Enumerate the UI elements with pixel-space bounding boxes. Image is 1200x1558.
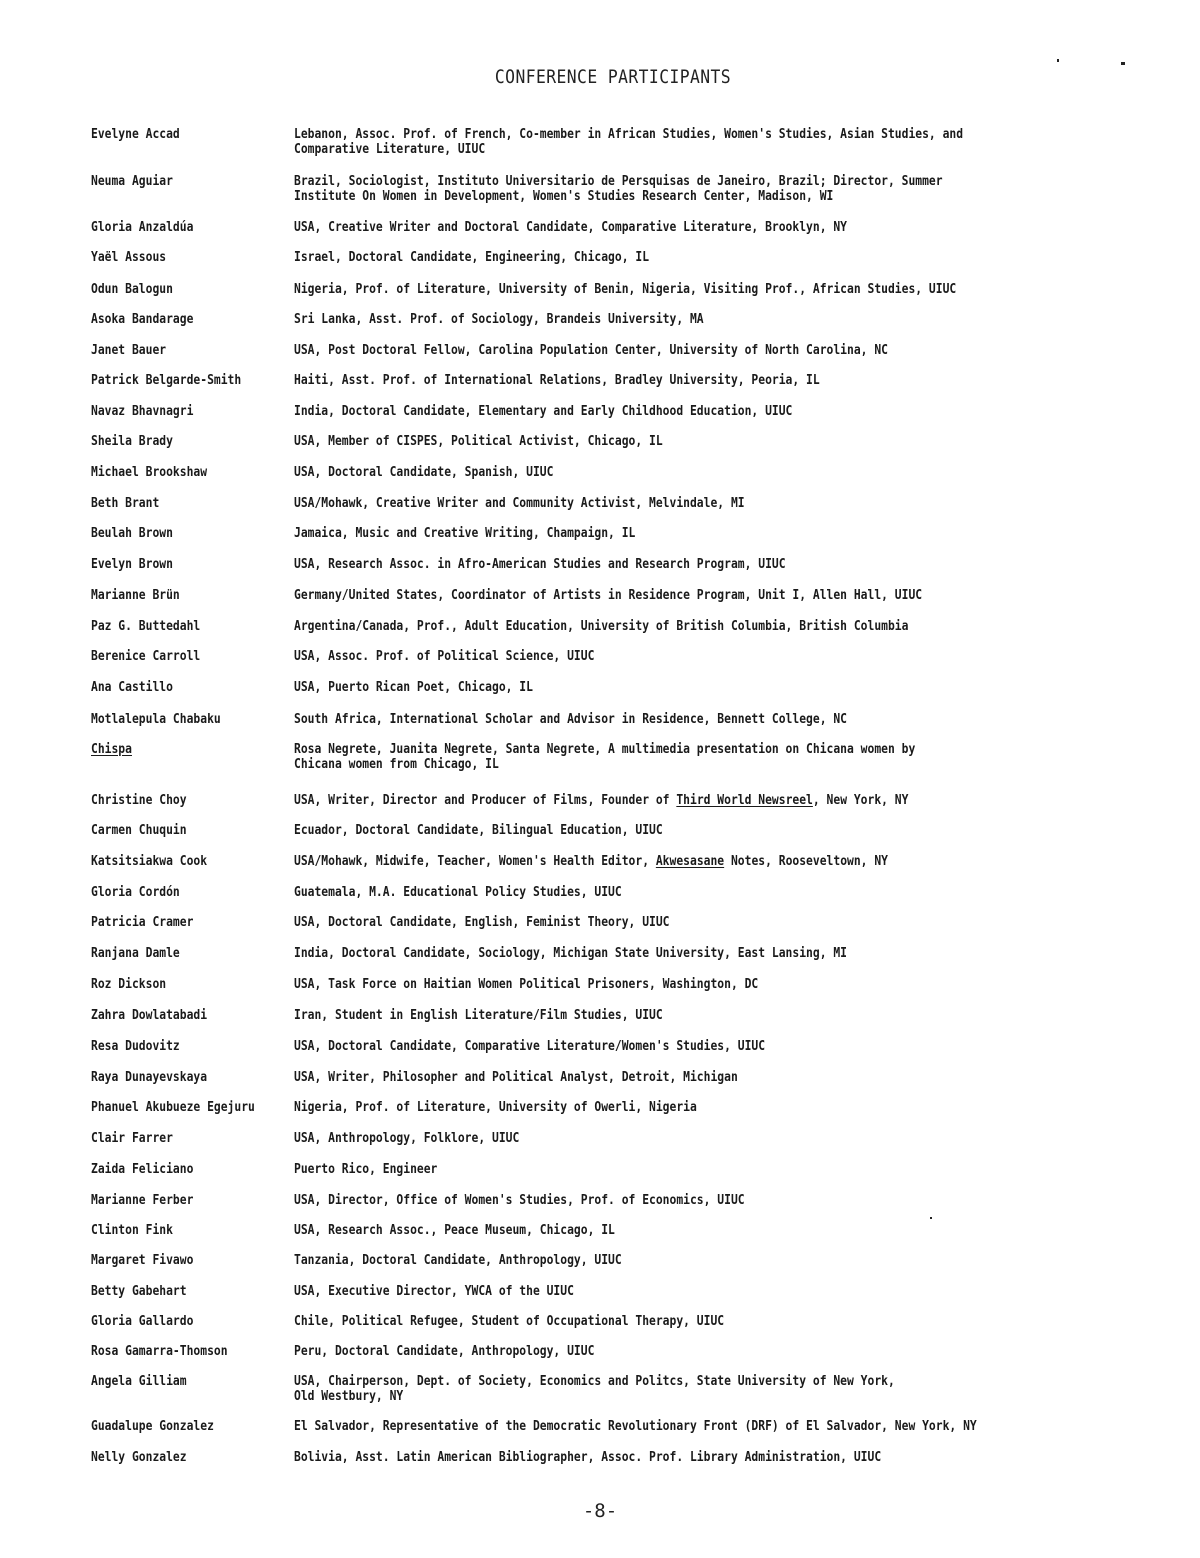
participant-row: [91, 126, 1091, 157]
participant-name: Evelyne Accad: [91, 126, 180, 142]
description-line: USA, Doctoral Candidate, Spanish, UIUC: [294, 464, 554, 480]
description-line: Haiti, Asst. Prof. of International Relations, Bradley University, Peoria, IL: [294, 372, 820, 388]
description-line: USA, Post Doctoral Fellow, Carolina Population Center, University of North Carolina, NC: [294, 342, 888, 358]
participant-name: Nelly Gonzalez: [91, 1449, 187, 1465]
participant-name: Janet Bauer: [91, 342, 167, 358]
participant-name: Odun Balogun: [91, 281, 173, 297]
participant-row: [91, 854, 1091, 869]
description-line: USA, Member of CISPES, Political Activist, Chicago, IL: [294, 433, 663, 449]
description-line: [294, 793, 908, 808]
participant-name: Patricia Cramer: [91, 914, 194, 930]
participant-row: [91, 282, 1091, 297]
participant-description: [294, 127, 1091, 157]
participant-description: [294, 915, 741, 930]
participant-description: [294, 885, 684, 900]
participant-name: Clair Farrer: [91, 1130, 173, 1146]
underlined-title: Third World Newsreel: [676, 792, 813, 808]
participant-description: [294, 680, 578, 695]
description-line: Comparative Literature, UIUC: [294, 141, 486, 157]
participant-row: [91, 1070, 1091, 1085]
participant-row: [91, 434, 1091, 449]
participant-row: [91, 1344, 1091, 1359]
description-line: Brazil, Sociologist, Instituto Universitario de Persquisas de Janeiro, Brazil; Director, Summer: [294, 173, 943, 189]
participant-description: [294, 465, 603, 480]
description-line: USA, Puerto Rican Poet, Chicago, IL: [294, 679, 533, 695]
participant-row: [91, 1450, 1091, 1465]
participant-name: Phanuel Akubueze Egejuru: [91, 1099, 255, 1115]
participant-row: [91, 173, 1091, 204]
participant-name: Zaida Feliciano: [91, 1161, 194, 1177]
participant-name: Clinton Fink: [91, 1222, 173, 1238]
participant-description: [294, 946, 952, 961]
description-line: Nigeria, Prof. of Literature, University of Owerli, Nigeria: [294, 1099, 697, 1115]
participant-description: [294, 373, 920, 388]
description-line: Chicana women from Chicago, IL: [294, 756, 499, 772]
participant-row: [91, 373, 1091, 388]
description-line: Peru, Doctoral Candidate, Anthropology, UIUC: [294, 1343, 595, 1359]
description-line: Puerto Rico, Engineer: [294, 1161, 438, 1177]
participant-name: Zahra Dowlatabadi: [91, 1007, 208, 1023]
participant-description: [294, 1374, 1009, 1404]
participant-name: Christine Choy: [91, 792, 187, 808]
description-line: Germany/United States, Coordinator of Artists in Residence Program, Unit I, Allen Hall, UIUC: [294, 587, 923, 603]
participant-row: [91, 526, 1091, 541]
participant-row: [91, 741, 1091, 772]
page-number: -8-: [582, 1500, 618, 1522]
participant-row: [91, 557, 1091, 572]
participant-name: Beth Brant: [91, 495, 160, 511]
participant-row: [91, 343, 1091, 358]
description-line: USA, Chairperson, Dept. of Society, Economics and Politcs, State University of New York,: [294, 1373, 895, 1389]
description-segment: USA, Writer, Director and Producer of Films, Founder of: [294, 792, 677, 808]
participant-description: [294, 174, 1066, 204]
description-line: USA, Doctoral Candidate, English, Feminist Theory, UIUC: [294, 914, 670, 930]
description-segment: , New York, NY: [812, 792, 909, 808]
participant-row: [91, 1284, 1091, 1299]
participant-row: [91, 712, 1091, 727]
participant-description: [294, 1314, 806, 1329]
participant-row: [91, 977, 1091, 992]
description-line: USA, Creative Writer and Doctoral Candidate, Comparative Literature, Brooklyn, NY: [294, 219, 848, 235]
participant-name: Raya Dunayevskaya: [91, 1069, 208, 1085]
participant-row: [91, 885, 1091, 900]
participant-name: Ranjana Damle: [91, 945, 180, 961]
description-segment: USA/Mohawk, Midwife, Teacher, Women's Health Editor,: [294, 853, 656, 869]
description-line: USA, Doctoral Candidate, Comparative Literature/Women's Studies, UIUC: [294, 1038, 766, 1054]
participant-row: [91, 1039, 1091, 1054]
description-line: USA/Mohawk, Creative Writer and Community Activist, Melvindale, MI: [294, 495, 745, 511]
description-line: USA, Writer, Philosopher and Political Analyst, Detroit, Michigan: [294, 1069, 738, 1085]
participant-name: Patrick Belgarde-Smith: [91, 372, 242, 388]
participant-description: [294, 1344, 652, 1359]
description-line: South Africa, International Scholar and Advisor in Residence, Bennett College, NC: [294, 711, 848, 727]
description-line: Tanzania, Doctoral Candidate, Anthropology, UIUC: [294, 1252, 622, 1268]
participant-description: [294, 1162, 465, 1177]
participant-name: Katsitsiakwa Cook: [91, 853, 208, 869]
description-line: USA, Director, Office of Women's Studies, Prof. of Economics, UIUC: [294, 1192, 745, 1208]
participant-name: Sheila Brady: [91, 433, 173, 449]
participant-row: [91, 680, 1091, 695]
participant-row: [91, 250, 1091, 265]
participant-description: [294, 793, 1026, 808]
participant-description: [294, 854, 1001, 869]
participant-description: [294, 250, 717, 265]
scan-speck: [930, 1217, 932, 1219]
participant-row: [91, 915, 1091, 930]
description-line: India, Doctoral Candidate, Sociology, Michigan State University, East Lansing, MI: [294, 945, 848, 961]
description-line: El Salvador, Representative of the Democratic Revolutionary Front (DRF) of El Salvador, New York, NY: [294, 1418, 977, 1434]
participant-description: [294, 1100, 774, 1115]
participant-name: Carmen Chuquin: [91, 822, 187, 838]
participant-row: [91, 649, 1091, 664]
participant-row: [91, 1419, 1091, 1434]
participant-description: [294, 588, 1042, 603]
description-line: India, Doctoral Candidate, Elementary and Early Childhood Education, UIUC: [294, 403, 793, 419]
participant-description: [294, 1070, 822, 1085]
participant-description: [294, 557, 879, 572]
description-line: Rosa Negrete, Juanita Negrete, Santa Negrete, A multimedia presentation on Chicana women by: [294, 741, 916, 757]
participant-name: Yaël Assous: [91, 249, 167, 265]
participant-row: [91, 1100, 1091, 1115]
participant-row: [91, 465, 1091, 480]
participant-row: [91, 1253, 1091, 1268]
scan-speck: [1121, 62, 1125, 65]
participant-description: [294, 1193, 830, 1208]
participant-row: [91, 619, 1091, 634]
description-line: USA, Assoc. Prof. of Political Science, UIUC: [294, 648, 595, 664]
participant-row: [91, 1131, 1091, 1146]
participant-name: Roz Dickson: [91, 976, 167, 992]
description-line: Old Westbury, NY: [294, 1388, 404, 1404]
participant-row: [91, 404, 1091, 419]
participant-description: [294, 404, 887, 419]
participant-row: [91, 220, 1091, 235]
participant-description: [294, 823, 733, 838]
participant-description: [294, 1253, 684, 1268]
description-line: USA, Task Force on Haitian Women Political Prisoners, Washington, DC: [294, 976, 759, 992]
description-line: USA, Research Assoc. in Afro-American Studies and Research Program, UIUC: [294, 556, 786, 572]
participant-row: [91, 1193, 1091, 1208]
participant-row: [91, 312, 1091, 327]
participant-description: [294, 220, 952, 235]
scan-speck: [1057, 59, 1059, 62]
description-line: Chile, Political Refugee, Student of Occupational Therapy, UIUC: [294, 1313, 725, 1329]
page-title: CONFERENCE PARTICIPANTS: [494, 66, 732, 88]
description-line: Lebanon, Assoc. Prof. of French, Co-member in African Studies, Women's Studies, Asian Studies, and: [294, 126, 964, 142]
participant-name: Guadalupe Gonzalez: [91, 1418, 214, 1434]
participant-description: [294, 1450, 993, 1465]
description-line: Argentina/Canada, Prof., Adult Education, University of British Columbia, British Columbia: [294, 618, 909, 634]
description-line: USA, Research Assoc., Peace Museum, Chicago, IL: [294, 1222, 615, 1238]
description-line: Iran, Student in English Literature/Film Studies, UIUC: [294, 1007, 663, 1023]
participant-description: [294, 742, 1034, 772]
participant-name: Gloria Cordón: [91, 884, 180, 900]
participant-name: Angela Gilliam: [91, 1373, 187, 1389]
participant-description: [294, 619, 1026, 634]
participant-name: Berenice Carroll: [91, 648, 201, 664]
participant-name: Evelyn Brown: [91, 556, 173, 572]
participant-name: Michael Brookshaw: [91, 464, 208, 480]
description-line: USA, Anthropology, Folklore, UIUC: [294, 1130, 520, 1146]
participant-description: [294, 282, 1082, 297]
description-line: Jamaica, Music and Creative Writing, Champaign, IL: [294, 525, 636, 541]
participant-description: [294, 1223, 676, 1238]
participant-name: Rosa Gamarra-Thomson: [91, 1343, 228, 1359]
participant-name: Betty Gabehart: [91, 1283, 187, 1299]
participant-description: [294, 712, 952, 727]
participant-name: Asoka Bandarage: [91, 311, 194, 327]
participant-row: [91, 496, 1091, 511]
participant-description: [294, 496, 830, 511]
participant-description: [294, 434, 733, 449]
description-line: Ecuador, Doctoral Candidate, Bilingual Education, UIUC: [294, 822, 663, 838]
participant-row: [91, 1162, 1091, 1177]
participant-description: [294, 1008, 733, 1023]
participant-name: Paz G. Buttedahl: [91, 618, 201, 634]
participant-name: Ana Castillo: [91, 679, 173, 695]
participant-description: [294, 1131, 562, 1146]
participant-description: [294, 1039, 855, 1054]
participant-description: [294, 1419, 1107, 1434]
participant-row: [91, 1314, 1091, 1329]
participant-row: [91, 1008, 1091, 1023]
participant-name: Gloria Gallardo: [91, 1313, 194, 1329]
participant-row: [91, 1223, 1091, 1238]
participant-name: Chispa: [91, 741, 132, 757]
participant-description: [294, 977, 847, 992]
participant-name: Motlalepula Chabaku: [91, 711, 221, 727]
description-line: Nigeria, Prof. of Literature, University of Benin, Nigeria, Visiting Prof., African Studies, UIUC: [294, 281, 957, 297]
participant-description: [294, 649, 652, 664]
description-segment: Notes, Rooseveltown, NY: [724, 853, 888, 869]
participant-name: Resa Dudovitz: [91, 1038, 180, 1054]
participant-name: Beulah Brown: [91, 525, 173, 541]
description-line: Guatemala, M.A. Educational Policy Studies, UIUC: [294, 884, 622, 900]
description-line: Sri Lanka, Asst. Prof. of Sociology, Brandeis University, MA: [294, 311, 704, 327]
participant-name: Marianne Ferber: [91, 1192, 194, 1208]
description-line: Israel, Doctoral Candidate, Engineering, Chicago, IL: [294, 249, 650, 265]
description-line: Institute On Women in Development, Women's Studies Research Center, Madison, WI: [294, 188, 834, 204]
participant-description: [294, 1284, 627, 1299]
participant-row: [91, 946, 1091, 961]
participant-description: [294, 312, 782, 327]
participant-description: [294, 526, 700, 541]
description-line: USA, Executive Director, YWCA of the UIUC: [294, 1283, 574, 1299]
participant-name: Gloria Anzaldúa: [91, 219, 194, 235]
participant-name: Margaret Fivawo: [91, 1252, 194, 1268]
participant-name: Marianne Brün: [91, 587, 180, 603]
underlined-title: Akwesasane: [655, 853, 725, 869]
description-line: Bolivia, Asst. Latin American Bibliographer, Assoc. Prof. Library Administration, UIUC: [294, 1449, 882, 1465]
participant-description: [294, 343, 1001, 358]
participant-row: [91, 1373, 1091, 1404]
description-line: [294, 854, 888, 869]
participant-row: [91, 588, 1091, 603]
participant-name: Navaz Bhavnagri: [91, 403, 194, 419]
participant-name: Neuma Aguiar: [91, 173, 173, 189]
participant-row: [91, 793, 1091, 808]
participant-row: [91, 823, 1091, 838]
